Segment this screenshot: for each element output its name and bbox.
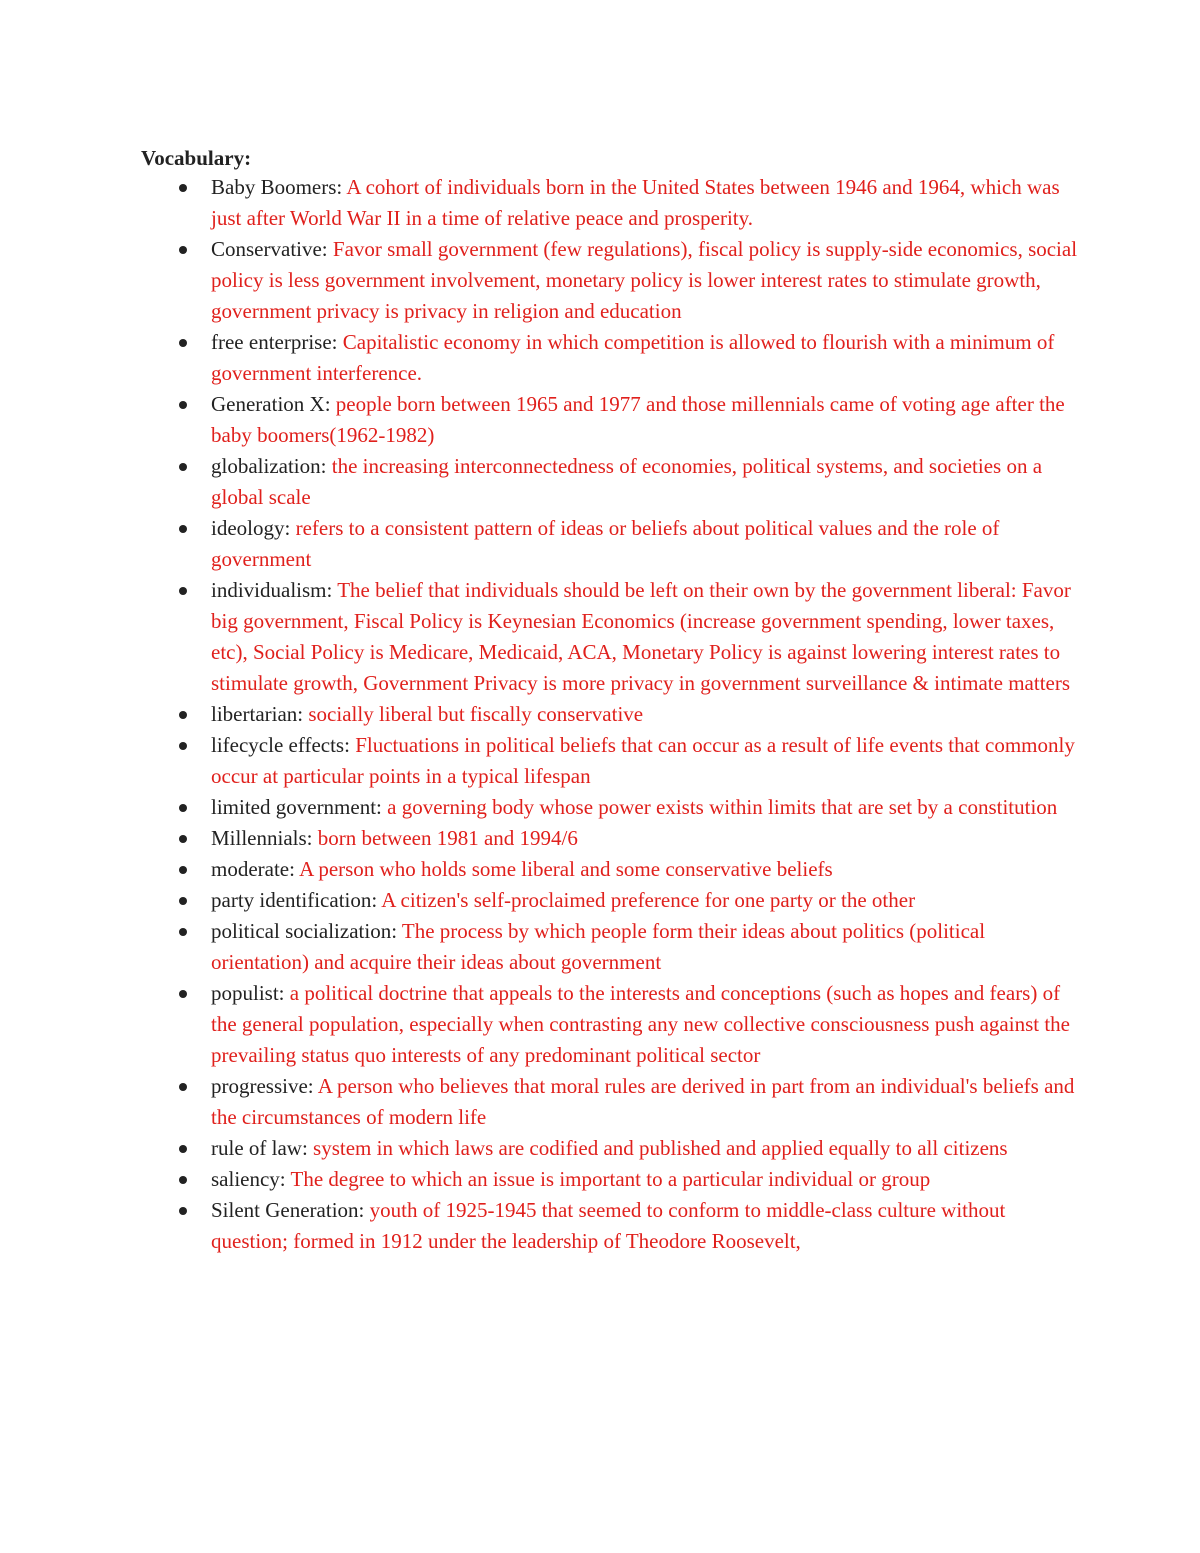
list-item [141,234,1081,327]
vocab-term: free enterprise: [211,330,338,354]
vocab-definition: people born between 1965 and 1977 and those millennials came of voting age after the baby boomers(1962-1982) [211,392,1065,447]
list-item [141,513,1081,575]
list-item [141,172,1081,234]
vocab-term: progressive: [211,1074,314,1098]
list-item [141,1195,1081,1257]
vocab-definition: Fluctuations in political beliefs that can occur as a result of life events that commonly occur at particular points in a typical lifespan [211,733,1075,788]
vocab-term: globalization: [211,454,327,478]
vocab-definition: youth of 1925-1945 that seemed to conform to middle-class culture without question; formed in 1912 under the leadership of Theodore Roosevelt, [211,1198,1006,1253]
bullet-icon [179,1176,187,1184]
list-item [141,978,1081,1071]
vocab-definition: the increasing interconnectedness of economies, political systems, and societies on a global scale [211,454,1043,509]
vocabulary-list [141,172,1081,1257]
vocab-term: individualism: [211,578,333,602]
vocab-definition: Capitalistic economy in which competition is allowed to flourish with a minimum of government interference. [211,330,1055,385]
bullet-icon [179,897,187,905]
vocab-term: Millennials: [211,826,313,850]
vocab-definition: The process by which people form their ideas about politics (political orientation) and acquire their ideas about government [211,919,986,974]
list-item [141,1133,1081,1164]
bullet-icon [179,1083,187,1091]
bullet-icon [179,835,187,843]
vocab-definition: The degree to which an issue is important to a particular individual or group [290,1167,931,1191]
bullet-icon [179,990,187,998]
list-item [141,916,1081,978]
bullet-icon [179,525,187,533]
vocab-definition: born between 1981 and 1994/6 [317,826,578,850]
bullet-icon [179,866,187,874]
vocab-term: populist: [211,981,285,1005]
list-item [141,575,1081,699]
list-item [141,451,1081,513]
vocab-definition: a governing body whose power exists within limits that are set by a constitution [387,795,1058,819]
bullet-icon [179,184,187,192]
list-item [141,699,1081,730]
vocab-definition: refers to a consistent pattern of ideas or beliefs about political values and the role of government [211,516,1000,571]
vocab-term: rule of law: [211,1136,308,1160]
bullet-icon [179,246,187,254]
list-item [141,792,1081,823]
vocab-term: Generation X: [211,392,331,416]
vocab-definition: Favor small government (few regulations), fiscal policy is supply-side economics, social policy is less government involvement, monetary policy is lower interest rates to stimulate growth, government privacy is privacy in religion and education [211,237,1078,323]
vocab-term: saliency: [211,1167,286,1191]
page-title: Vocabulary: [141,146,252,170]
vocab-term: Baby Boomers: [211,175,343,199]
list-item [141,885,1081,916]
bullet-icon [179,587,187,595]
list-item [141,1164,1081,1195]
vocab-term: moderate: [211,857,295,881]
vocab-term: party identification: [211,888,378,912]
vocab-definition: system in which laws are codified and published and applied equally to all citizens [313,1136,1008,1160]
bullet-icon [179,804,187,812]
vocab-term: libertarian: [211,702,304,726]
vocab-term: limited government: [211,795,382,819]
vocab-definition: The belief that individuals should be left on their own by the government liberal: Favor big government, Fiscal Policy is Keynesian Economics (increase government spending, lower taxes, etc), Social Policy is Medicare, Medicaid, ACA, Monetary Policy is against lowering interest rates to stimulate growth, Government Privacy is more privacy in government surveillance & intimate matters [211,578,1071,695]
vocab-definition: A person who believes that moral rules are derived in part from an individual's beliefs and the circumstances of modern life [211,1074,1075,1129]
vocab-term: ideology: [211,516,291,540]
bullet-icon [179,1207,187,1215]
vocab-definition: A person who holds some liberal and some conservative beliefs [299,857,833,881]
vocab-term: lifecycle effects: [211,733,350,757]
vocab-definition: A cohort of individuals born in the United States between 1946 and 1964, which was just after World War II in a time of relative peace and prosperity. [211,175,1060,230]
bullet-icon [179,1145,187,1153]
bullet-icon [179,711,187,719]
vocab-term: political socialization: [211,919,398,943]
bullet-icon [179,742,187,750]
vocab-definition: A citizen's self-proclaimed preference for one party or the other [381,888,916,912]
list-item [141,327,1081,389]
list-item [141,730,1081,792]
list-item [141,1071,1081,1133]
list-item [141,823,1081,854]
list-item [141,854,1081,885]
bullet-icon [179,463,187,471]
vocab-term: Silent Generation: [211,1198,365,1222]
bullet-icon [179,401,187,409]
vocab-definition: socially liberal but fiscally conservative [308,702,644,726]
vocab-term: Conservative: [211,237,328,261]
bullet-icon [179,339,187,347]
vocab-definition: a political doctrine that appeals to the interests and conceptions (such as hopes and fears) of the general population, especially when contrasting any new collective consciousness push against the prevailing status quo interests of any predominant political sector [211,981,1071,1067]
list-item [141,389,1081,451]
bullet-icon [179,928,187,936]
